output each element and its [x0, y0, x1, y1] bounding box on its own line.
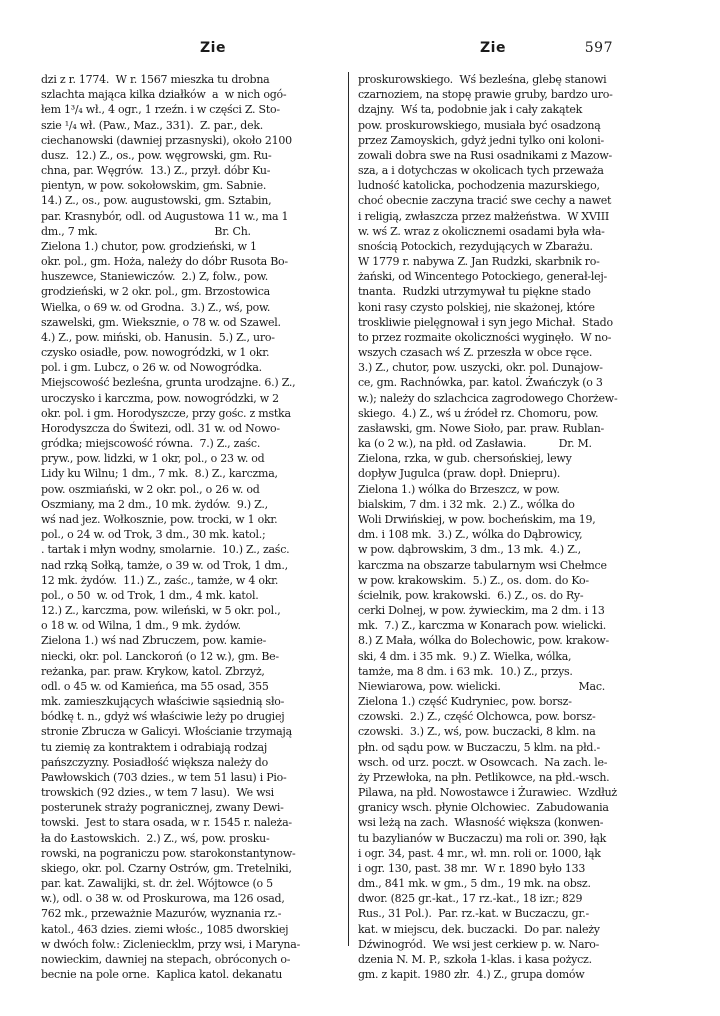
text-line: posterunek straży pogranicznej, zwany Dewi- [41, 801, 284, 815]
text-line: wsi leżą na zach. Własność większa (konwen- [358, 816, 604, 830]
text-line: w pow. krakowskim. 5.) Z., os. dom. do Ko- [358, 573, 589, 587]
text-line: dwor. (825 gr.-kat., 17 rz.-kat., 18 izr.; 829 [358, 892, 583, 906]
text-line: wsch. od urz. poczt. w Osowcach. Na zach. le- [358, 755, 608, 769]
text-line: zasławski, gm. Nowe Sioło, par. praw. Rublan- [358, 421, 604, 435]
text-line: czowski. 2.) Z., część Olchowca, pow. borsz- [358, 710, 596, 724]
text-line: pow. oszmiański, w 2 okr. pol., o 26 w. od [41, 482, 260, 496]
text-line: pientyn, w pow. sokołowskim, gm. Sabnie. [41, 179, 267, 193]
text-line: okr. pol., gm. Hoża, należy do dóbr Rusota Bo- [41, 255, 288, 269]
text-line: czysko osiadłe, pow. nowogródzki, w 1 okr. [41, 346, 270, 360]
text-line: 12 mk. żydów. 11.) Z., zaśc., tamże, w 4 okr. [41, 573, 279, 587]
text-line: Pilawa, na płd. Nowostawce i Żurawiec. Wzdłuż [358, 786, 617, 800]
text-line: dzenia N. M. P., szkoła 1-klas. i kasa pożycz. [358, 952, 592, 966]
text-line: tu bazylianów w Buczaczu) ma roli or. 390, łąk [358, 831, 607, 845]
text-line: Oszmiany, ma 2 dm., 10 mk. żydów. 9.) Z., [41, 497, 268, 511]
text-line: becnie na pole orne. Kaplica katol. dekanatu [41, 968, 283, 982]
text-line: ży Przewłoka, na płn. Petlikowce, na płd.-wsch. [358, 770, 610, 784]
text-line: chna, par. Węgrów. 13.) Z., przył. dóbr Ku- [41, 164, 271, 178]
text-line: 4.) Z., pow. miński, ob. Hanusin. 5.) Z., uro- [41, 330, 275, 344]
text-line: towski. Jest to stara osada, w r. 1545 r. należa- [41, 816, 292, 830]
text-line: dm., 7 mk. Br. Ch. [41, 224, 251, 238]
text-line: szawelski, gm. Wieksznie, o 78 w. od Szawel. [41, 315, 281, 329]
text-line: rowski, na pograniczu pow. starokonstantynow- [41, 846, 296, 860]
text-line: w pow. dąbrowskim, 3 dm., 13 mk. 4.) Z., [358, 543, 581, 557]
text-line: cerki Dolnej, w pow. żywieckim, ma 2 dm. i 13 [358, 604, 605, 618]
right-text-column [358, 72, 659, 982]
text-line: w.); należy do szlachcica zagrodowego Chorżew- [358, 391, 618, 405]
text-line: uroczysko i karczma, pow. nowogródzki, w 2 [41, 391, 279, 405]
text-line: w.), odl. o 38 w. od Proskurowa, ma 126 osad, [41, 892, 285, 906]
text-line: okr. pol. i gm. Horodyszcze, przy gośc. z mstka [41, 406, 291, 420]
text-line: w. wś Z. wraz z okolicznemi osadami była wła- [358, 224, 605, 238]
text-line: dzajny. Wś ta, podobnie jak i cały zakątek [358, 103, 583, 117]
text-line: par. kat. Zawalijki, st. dr. żel. Wójtowce (o 5 [41, 877, 273, 891]
text-line: pol., o 24 w. od Trok, 3 dm., 30 mk. katol.; [41, 528, 266, 542]
text-line: troskliwie pielęgnował i syn jego Michał. Stado [358, 315, 613, 329]
text-line: Zielona, rzka, w gub. chersońskiej, lewy [358, 452, 572, 466]
text-line: pol. i gm. Lubcz, o 26 w. od Nowogródka. [41, 361, 262, 375]
text-line: żański, od Wincentego Potockiego, generał-lej- [358, 270, 608, 284]
text-line: snością Potockich, rezydujących w Zbarażu. [358, 239, 593, 253]
text-line: Wielka, o 69 w. od Grodna. 3.) Z., wś, pow. [41, 300, 271, 314]
text-line: dusz. 12.) Z., os., pow. węgrowski, gm. Ru- [41, 148, 272, 162]
text-line: Lidy ku Wilnu; 1 dm., 7 mk. 8.) Z., karczma, [41, 467, 278, 481]
text-line: odl. o 45 w. od Kamieńca, ma 55 osad, 355 [41, 679, 269, 693]
text-line: i ogr. 34, past. 4 mr., wł. mn. roli or. 1000, łąk [358, 846, 601, 860]
text-line: ski, 4 dm. i 35 mk. 9.) Z. Wielka, wólka, [358, 649, 572, 663]
text-line: Zielona 1.) wś nad Zbruczem, pow. kamie- [41, 634, 267, 648]
text-line: katol., 463 dzies. ziemi włośc., 1085 dworskiej [41, 922, 289, 936]
text-line: 8.) Z Mała, wólka do Bolechowic, pow. krakow- [358, 634, 609, 648]
text-line: 3.) Z., chutor, pow. uszycki, okr. pol. Dunajow- [358, 361, 603, 375]
text-line: mk. 7.) Z., karczma w Konarach pow. wielicki. [358, 619, 606, 633]
text-line: tu ziemię za kontraktem i odrabiają rodzaj [41, 740, 268, 754]
text-line: karczma na obszarze tabularnym wsi Chełmce [358, 558, 607, 572]
text-line: dzi z r. 1774. W r. 1567 mieszka tu drobna [41, 73, 270, 86]
running-head-left: Zie [200, 40, 226, 56]
column-divider [348, 72, 349, 946]
text-line: czowski. 3.) Z., wś, pow. buczacki, 8 klm. na [358, 725, 596, 739]
text-line: W 1779 r. nabywa Z. Jan Rudzki, skarbnik ro- [358, 255, 600, 269]
running-head-center: Zie [480, 40, 506, 56]
text-line: . tartak i młyn wodny, smolarnie. 10.) Z., zaśc. [41, 543, 290, 557]
text-line: łem 1³/₄ wł., 4 ogr., 1 rzeźn. i w części Z. Sto- [41, 103, 280, 117]
text-line: Zielona 1.) chutor, pow. grodzieński, w 1 [41, 239, 257, 253]
text-line: 12.) Z., karczma, pow. wileński, w 5 okr. pol., [41, 604, 281, 618]
text-line: skiego. 4.) Z., wś u źródeł rz. Chomoru, pow. [358, 406, 599, 420]
text-line: ła do Łastowskich. 2.) Z., wś, pow. prosku- [41, 831, 270, 845]
text-line: nowieckim, dawniej na stepach, obróconych o- [41, 952, 291, 966]
left-text-column [41, 72, 343, 982]
text-line: huszewce, Staniewiczów. 2.) Z, folw., pow. [41, 270, 268, 284]
text-line: 14.) Z., os., pow. augustowski, gm. Sztabin, [41, 194, 272, 208]
text-line: Dźwinogród. We wsi jest cerkiew p. w. Naro- [358, 937, 600, 951]
text-line: pow. proskurowskiego, musiała być osadzoną [358, 118, 601, 132]
text-line: gródka; miejscowość równa. 7.) Z., zaśc. [41, 437, 261, 451]
text-line: tnanta. Rudzki utrzymywał tu piękne stado [358, 285, 591, 299]
text-line: koni rasy czysto polskiej, nie skażonej, które [358, 300, 595, 314]
text-line: Zielona 1.) część Kudryniec, pow. borsz- [358, 695, 572, 709]
text-line: mk. zamieszkujących właściwie sąsiednią sło- [41, 695, 285, 709]
text-line: ka (o 2 w.), na płd. od Zasławia. Dr. M. [358, 437, 592, 451]
text-line: stronie Zbrucza w Galicyi. Włościanie trzymają [41, 725, 292, 739]
text-line: skiego, okr. pol. Czarny Ostrów, gm. Tretelniki, [41, 861, 292, 875]
text-line: dopływ Jugulca (praw. dopł. Dniepru). [358, 467, 561, 481]
text-line: ścielnik, pow. krakowski. 6.) Z., os. do Ry- [358, 588, 584, 602]
text-line: granicy wsch. płynie Olchowiec. Zabudowania [358, 801, 609, 815]
text-line: trowskich (92 dzies., w tem 7 lasu). We wsi [41, 786, 274, 800]
text-line: w dwóch folw.: Zicleniecklm, przy wsi, i Maryna- [41, 937, 301, 951]
text-line: ludność katolicka, pochodzenia mazurskiego, [358, 179, 600, 193]
text-line: proskurowskiego. Wś bezleśna, glebę stanowi [358, 73, 607, 86]
text-line: płn. od sądu pow. w Buczaczu, 5 klm. na płd.- [358, 740, 600, 754]
text-line: Woli Drwińskiej, w pow. bocheńskim, ma 19, [358, 512, 596, 526]
text-line: ciechanowski (dawniej przasnyski), około 2100 [41, 133, 292, 147]
text-line: nad rzką Sołką, tamże, o 39 w. od Trok, 1 dm., [41, 558, 288, 572]
text-line: Pawłowskich (703 dzies., w tem 51 lasu) i Pio- [41, 770, 287, 784]
text-line: tamże, ma 8 dm. i 63 mk. 10.) Z., przys. [358, 664, 573, 678]
text-line: dm. i 108 mk. 3.) Z., wólka do Dąbrowicy, [358, 528, 583, 542]
text-line: Rus., 31 Pol.). Par. rz.-kat. w Buczaczu, gr.- [358, 907, 589, 921]
text-line: sza, a i dotychczas w okolicach tych przeważa [358, 164, 604, 178]
text-line: wszych czasach wś Z. przeszła w obce ręce. [358, 346, 593, 360]
text-line: i religią, zwłaszcza przez małżeństwa. W XVIII [358, 209, 609, 223]
text-line: przez Zamoyskich, gdyż jedni tylko oni koloni- [358, 133, 604, 147]
text-line: dm., 841 mk. w gm., 5 dm., 19 mk. na obsz. [358, 877, 591, 891]
text-line: to przez rozmaite okoliczności wyginęło. W no- [358, 330, 612, 344]
text-line: pol., o 50 w. od Trok, 1 dm., 4 mk. katol. [41, 588, 259, 602]
text-line: Miejscowość bezleśna, grunta urodzajne. 6.) Z., [41, 376, 296, 390]
text-line: bódkę t. n., gdyż wś właściwie leży po drugiej [41, 710, 285, 724]
text-line: gm. z kapit. 1980 złr. 4.) Z., grupa domów [358, 968, 585, 982]
text-line: szlachta mająca kilka działków a w nich ogó- [41, 88, 287, 102]
text-line: Niewiarowa, pow. wielicki. Mac. [358, 679, 605, 693]
text-line: par. Krasnybór, odl. od Augustowa 11 w., ma 1 [41, 209, 289, 223]
text-line: pryw., pow. lidzki, w 1 okr, pol., o 23 w. od [41, 452, 265, 466]
text-line: o 18 w. od Wilna, 1 dm., 9 mk. żydów. [41, 619, 241, 633]
text-line: zowali dobra swe na Rusi osadnikami z Mazow- [358, 148, 612, 162]
text-line: grodzieński, w 2 okr. pol., gm. Brzostowica [41, 285, 270, 299]
text-line: reżanka, par. praw. Krykow, katol. Zbrzyż, [41, 664, 265, 678]
text-line: bialskim, 7 dm. i 32 mk. 2.) Z., wólka do [358, 497, 575, 511]
text-line: ce, gm. Rachnówka, par. katol. Żwańczyk (o 3 [358, 376, 603, 390]
text-line: Horodyszcza do Świtezi, odl. 31 w. od Nowo- [41, 421, 280, 435]
text-line: wś nad jez. Wołkosznie, pow. trocki, w 1 okr. [41, 512, 278, 526]
text-line: szie ¹/₄ wł. (Paw., Maz., 331). Z. par., dek. [41, 118, 263, 132]
text-line: Zielona 1.) wólka do Brzeszcz, w pow. [358, 482, 560, 496]
page-number: 597 [584, 40, 613, 56]
text-line: czarnoziem, na stopę prawie gruby, bardzo uro- [358, 88, 613, 102]
text-line: choć obecnie zaczyna tracić swe cechy a nawet [358, 194, 612, 208]
text-line: kat. w miejscu, dek. buczacki. Do par. należy [358, 922, 600, 936]
text-line: 762 mk., przeważnie Mazurów, wyznania rz.- [41, 907, 282, 921]
text-line: niecki, okr. pol. Lanckoroń (o 12 w.), gm. Be- [41, 649, 279, 663]
text-line: pańszczyzny. Posiadłość większa należy do [41, 755, 268, 769]
text-line: i ogr. 130, past. 38 mr. W r. 1890 było 133 [358, 861, 586, 875]
